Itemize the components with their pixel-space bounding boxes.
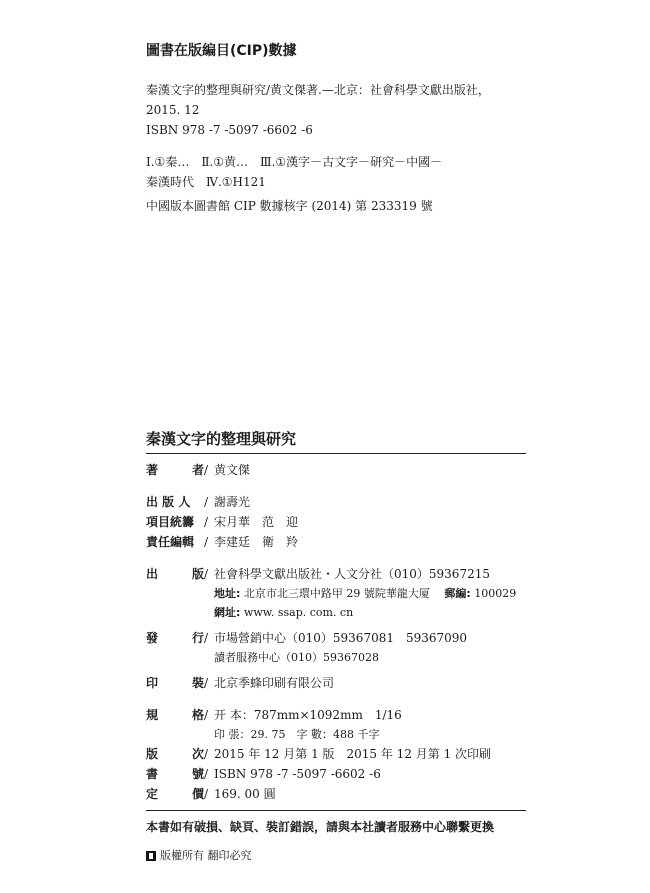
author-value: 黄文傑 xyxy=(214,463,251,477)
copyright-notice: 版權所有 翻印必究 xyxy=(146,847,526,865)
cip-citation-line2: 2015. 12 xyxy=(146,103,200,117)
price-row: 定 價 / 169. 00 圓 xyxy=(146,787,276,801)
editor-row: 責任編輯 / 李建廷 衛 羚 xyxy=(146,535,299,549)
cip-index-line1: Ⅰ.①秦… Ⅱ.①黄… Ⅲ.①漢字－古文字－研究－中國－ xyxy=(146,155,443,169)
publisher-website: 網址: www. ssap. com. cn xyxy=(214,606,354,619)
specs-sheets: 印 張：29. 75 字 數：488 千字 xyxy=(214,728,380,741)
cip-index-line2: 秦漢時代 Ⅳ.①H121 xyxy=(146,175,266,189)
cip-record-number: 中國版本圖書館 CIP 數據核字 (2014) 第 233319 號 xyxy=(146,199,433,213)
book-info-block xyxy=(146,428,526,865)
book-number-row: 書 號 / ISBN 978 -7 -5097 -6602 -6 xyxy=(146,767,381,781)
publisher-logo-icon xyxy=(146,851,156,861)
defect-notice: 本書如有破損、缺頁、裝訂錯誤，請與本社讀者服務中心聯繫更換 xyxy=(146,820,495,834)
distribution-reader-service: 讀者服務中心（010）59367028 xyxy=(214,651,379,664)
publisher-person-row: 出 版 人 / 謝壽光 xyxy=(146,495,251,509)
cip-citation-line1: 秦漢文字的整理與研究/黄文傑著.—北京：社會科學文獻出版社， xyxy=(146,83,490,97)
coordinator-row: 項目統籌 / 宋月華 范 迎 xyxy=(146,515,299,529)
publisher-row: 出 版 / 社會科學文獻出版社・人文分社（010）59367215 xyxy=(146,567,490,581)
divider xyxy=(146,810,526,811)
author-row: 著 者 / 黄文傑 xyxy=(146,460,526,480)
printing-row: 印 裝 / 北京季蜂印刷有限公司 xyxy=(146,676,335,690)
distribution-row: 發 行 / 市場營銷中心（010）59367081 59367090 xyxy=(146,631,468,645)
edition-row: 版 次 / 2015 年 12 月第 1 版 2015 年 12 月第 1 次印刷 xyxy=(146,747,492,761)
cip-block xyxy=(146,40,566,216)
publisher-address: 地址: 北京市北三環中路甲 29 號院華龍大厦 郵編: 100029 xyxy=(214,587,517,600)
specs-row: 規 格 / 开 本：787mm×1092mm 1/16 xyxy=(146,708,402,722)
book-title: 秦漢文字的整理與研究 xyxy=(146,428,526,454)
cip-title: 圖書在版編目(CIP)數據 xyxy=(146,43,297,59)
cip-isbn: ISBN 978 -7 -5097 -6602 -6 xyxy=(146,123,313,137)
